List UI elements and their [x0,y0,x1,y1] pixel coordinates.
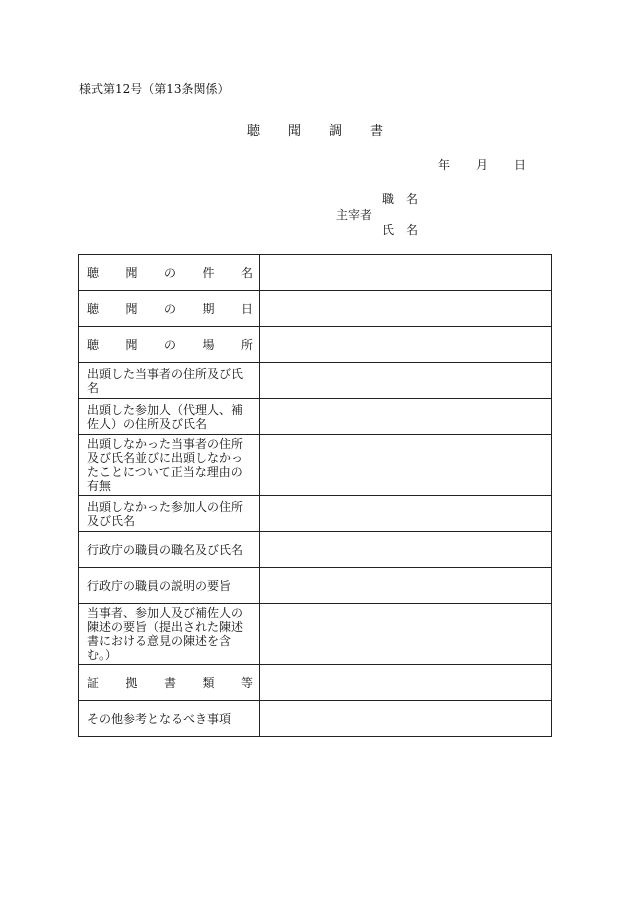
label-char: の [163,337,176,352]
row-label: 当事者、参加人及び補佐人の陳述の要旨（提出された陳述書における意見の陳述を含む。） [87,606,244,662]
row-label: 出頭しなかった参加人の住所及び氏名 [87,499,244,528]
table-row [79,665,552,701]
table-row [79,327,552,363]
label-char: の [163,265,176,280]
label-char: 聴 [87,265,100,280]
row-label-cell [79,532,260,568]
row-label [87,302,253,316]
row-label: 出頭した参加人（代理人、補佐人）の住所及び氏名 [87,402,244,431]
row-value-cell[interactable] [260,327,552,363]
row-label-cell [79,435,260,496]
row-label: 出頭した当事者の住所及び氏名 [87,366,244,395]
row-value-cell[interactable] [260,255,552,291]
label-char: 拠 [125,675,138,690]
row-label-cell [79,568,260,604]
table-row [79,399,552,435]
row-value-cell[interactable] [260,665,552,701]
table-row [79,255,552,291]
row-label-cell [79,363,260,399]
label-char: 場 [202,337,215,352]
row-label: 出頭しなかった当事者の住所及び氏名並びに出頭しなかったことについて正当な理由の有無 [87,437,244,493]
label-char: 証 [87,675,100,690]
label-char: 聞 [125,301,138,316]
label-char: 聞 [125,337,138,352]
table-row [79,701,552,737]
label-char: 期 [202,301,215,316]
label-char: 聞 [125,265,138,280]
table-row [79,291,552,327]
table-row [79,568,552,604]
row-value-cell[interactable] [260,496,552,532]
row-label-cell [79,291,260,327]
hearing-record-body [79,255,552,737]
row-value-cell[interactable] [260,399,552,435]
row-label-cell [79,701,260,737]
row-label-cell [79,604,260,665]
row-value-cell[interactable] [260,701,552,737]
row-value-cell[interactable] [260,435,552,496]
label-char: の [163,301,176,316]
table-row [79,435,552,496]
row-label-cell [79,665,260,701]
row-label [87,266,253,280]
row-label: 行政庁の職員の職名及び氏名 [87,542,244,557]
label-char: 聴 [87,301,100,316]
row-value-cell[interactable] [260,363,552,399]
date-line [438,156,526,173]
row-label: その他参考となるべき事項 [87,711,232,726]
table-row [79,532,552,568]
row-label [87,338,253,352]
row-label-cell [79,399,260,435]
table-row [79,363,552,399]
label-char: 類 [202,675,215,690]
date-year-label: 年 [438,158,451,172]
table-row [79,496,552,532]
label-char: 聴 [87,337,100,352]
row-value-cell[interactable] [260,532,552,568]
label-char: 日 [240,301,253,316]
document-title: 聴聞調書 [246,124,411,139]
row-label: 行政庁の職員の説明の要旨 [87,578,232,593]
label-char: 所 [240,337,253,352]
label-char: 件 [202,265,215,280]
row-label [87,676,253,690]
presider-name-label: 氏名 [382,223,431,237]
row-value-cell[interactable] [260,568,552,604]
date-month-label: 月 [476,158,489,172]
label-char: 書 [163,675,176,690]
row-value-cell[interactable] [260,291,552,327]
row-label-cell [79,255,260,291]
label-char: 名 [240,265,253,280]
presider-title-label: 職名 [382,192,431,206]
table-row [79,604,552,665]
row-label-cell [79,496,260,532]
label-char: 等 [240,675,253,690]
date-day-label: 日 [514,158,527,172]
row-value-cell[interactable] [260,604,552,665]
hearing-record-table [78,254,552,737]
presider-label: 主宰者 [336,208,373,222]
row-label-cell [79,327,260,363]
form-number: 様式第12号（第13条関係） [79,82,230,96]
